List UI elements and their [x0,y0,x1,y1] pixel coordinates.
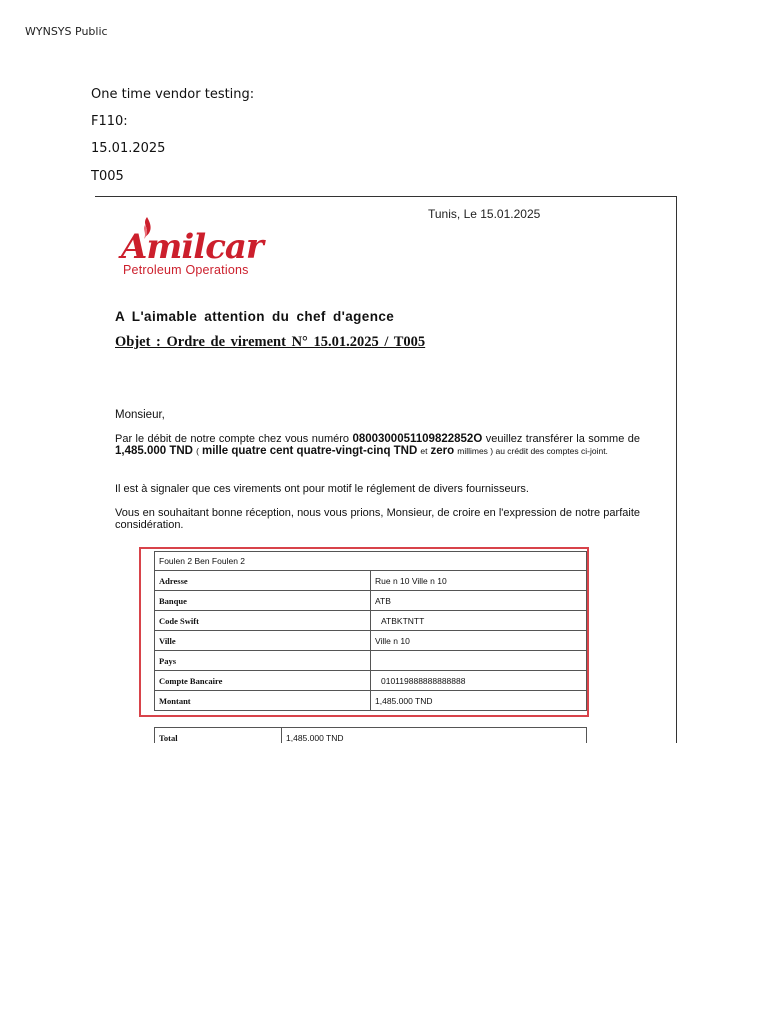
logo-subtitle: Petroleum Operations [123,263,249,277]
letter-date: Tunis, Le 15.01.2025 [428,207,541,221]
attention-heading: A L'aimable attention du chef d'agence [115,309,395,324]
total-value: 1,485.000 TND [282,728,587,744]
row-label-country: Pays [155,651,371,671]
highlight-box [139,547,589,717]
note-line-date: 15.01.2025 [91,141,166,156]
row-label-account: Compte Bancaire [155,671,371,691]
row-value-amount: 1,485.000 TND [371,691,587,711]
total-label: Total [155,728,282,744]
note-line-program: F110: [91,114,128,129]
row-value-address: Rue n 10 Ville n 10 [371,571,587,591]
paragraph-transfer: Par le débit de notre compte chez vous numéro 0800300051109822852O veuillez transférer la somme de 1,485.000 TND ( mille quatre cent quatre-vingt-cinq TND et zero millimes ) au crédit des comptes ci-joint. [115,433,640,457]
note-line-code: T005 [91,169,124,184]
salutation: Monsieur, [115,409,165,421]
note-line-title: One time vendor testing: [91,87,255,102]
logo-name: Amilcar [121,227,263,267]
company-logo [115,215,275,281]
row-label-address: Adresse [155,571,371,591]
transfer-amount: 1,485.000 TND [115,445,193,457]
row-value-city: Ville n 10 [371,631,587,651]
paragraph-motive: Il est à signaler que ces virements ont pour motif le réglement de divers fournisseurs. [115,483,529,495]
letter-image [95,196,677,743]
row-label-swift: Code Swift [155,611,371,631]
row-value-account: 010119888888888888 [371,671,587,691]
total-table [154,727,587,743]
row-value-swift: ATBKTNTT [371,611,587,631]
row-label-city: Ville [155,631,371,651]
beneficiary-name: Foulen 2 Ben Foulen 2 [155,552,587,571]
amount-words: mille quatre cent quatre-vingt-cinq TND [201,445,418,457]
row-label-bank: Banque [155,591,371,611]
subject-line: Objet : Ordre de virement N° 15.01.2025 / T005 [115,334,426,350]
account-number: 0800300051109822852O [352,433,483,445]
row-label-amount: Montant [155,691,371,711]
classification-label: WYNSYS Public [25,25,108,38]
table-row [155,728,587,744]
row-value-bank: ATB [371,591,587,611]
paragraph-closing: Vous en souhaitant bonne réception, nous vous prions, Monsieur, de croire en l'expression de notre parfaite considération. [115,507,640,531]
